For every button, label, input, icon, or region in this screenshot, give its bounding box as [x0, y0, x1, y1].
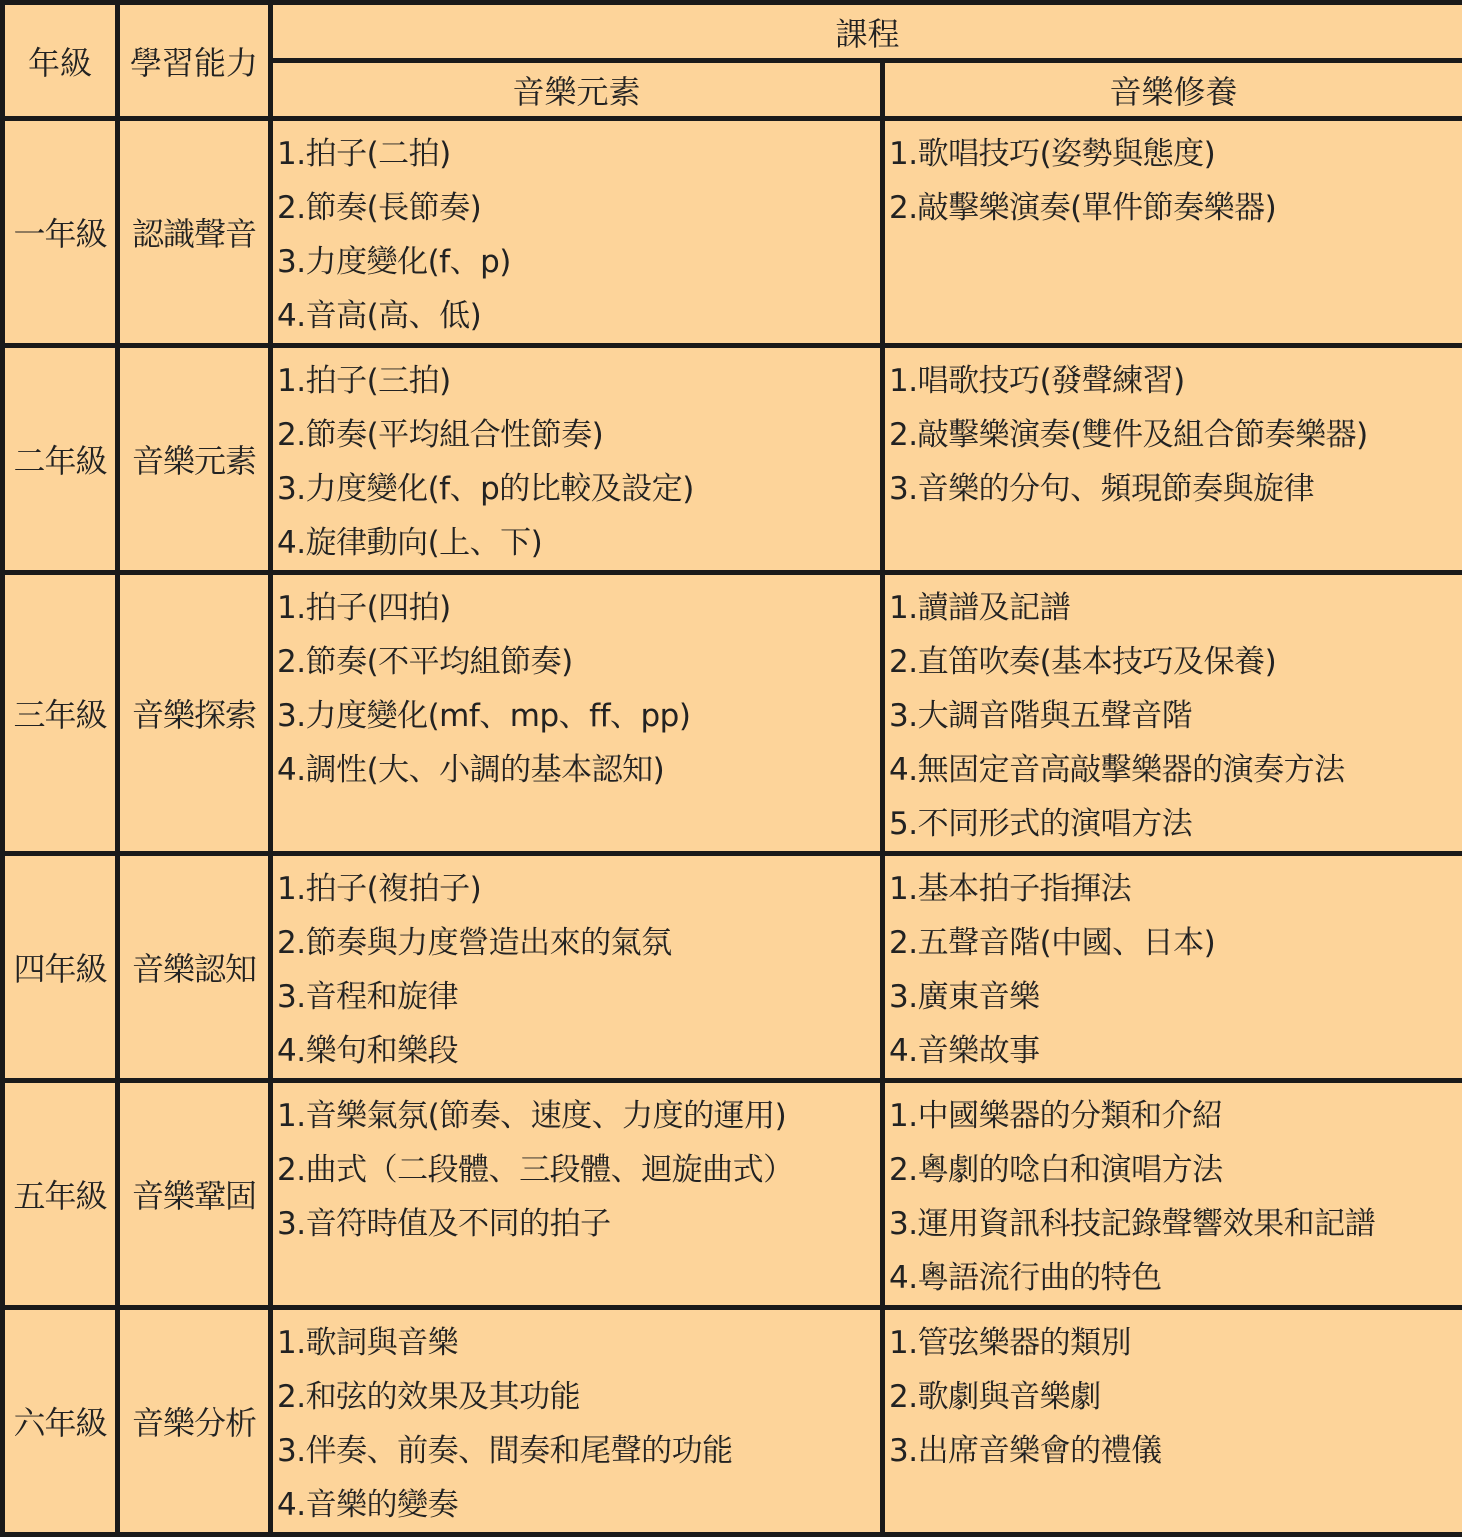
list-item: 2.曲式（二段體、三段體、迴旋曲式）	[277, 1143, 880, 1197]
cultivation-cell	[883, 119, 1462, 346]
list-item: 3.大調音階與五聲音階	[889, 689, 1462, 743]
list-item: 3.音符時值及不同的拍子	[277, 1197, 880, 1251]
elements-cell	[271, 119, 883, 346]
list-item: 2.歌劇與音樂劇	[889, 1370, 1462, 1424]
list-item: 3.伴奏、前奏、間奏和尾聲的功能	[277, 1424, 880, 1478]
cultivation-cell	[883, 573, 1462, 854]
grade-cell: 二年級	[3, 346, 118, 573]
list-item: 3.力度變化(f、p的比較及設定)	[277, 462, 880, 516]
list-item: 1.拍子(複拍子)	[277, 862, 880, 916]
grade-cell: 四年級	[3, 854, 118, 1081]
ability-cell: 音樂元素	[118, 346, 271, 573]
elements-cell	[271, 346, 883, 573]
list-item: 2.節奏(平均組合性節奏)	[277, 408, 880, 462]
list-item: 2.敲擊樂演奏(單件節奏樂器)	[889, 181, 1462, 235]
list-item: 3.運用資訊科技記錄聲響效果和記譜	[889, 1197, 1462, 1251]
elements-cell	[271, 573, 883, 854]
header-course: 課程	[271, 3, 1462, 61]
list-item: 3.音樂的分句、頻現節奏與旋律	[889, 462, 1462, 516]
list-item: 1.音樂氣氛(節奏、速度、力度的運用)	[277, 1089, 880, 1143]
table-row	[3, 1308, 1462, 1535]
list-item: 5.不同形式的演唱方法	[889, 797, 1462, 851]
list-item: 4.樂句和樂段	[277, 1024, 880, 1078]
table-row	[3, 573, 1462, 854]
elements-cell	[271, 1081, 883, 1308]
cultivation-cell	[883, 1081, 1462, 1308]
list-item: 3.廣東音樂	[889, 970, 1462, 1024]
header-cultivation: 音樂修養	[883, 61, 1462, 119]
header-elements: 音樂元素	[271, 61, 883, 119]
list-item: 1.歌唱技巧(姿勢與態度)	[889, 127, 1462, 181]
ability-cell: 音樂鞏固	[118, 1081, 271, 1308]
table-row	[3, 1081, 1462, 1308]
table-body	[3, 119, 1462, 1535]
grade-cell: 六年級	[3, 1308, 118, 1535]
grade-cell: 一年級	[3, 119, 118, 346]
list-item: 1.拍子(四拍)	[277, 581, 880, 635]
ability-cell: 音樂認知	[118, 854, 271, 1081]
list-item: 1.歌詞與音樂	[277, 1316, 880, 1370]
list-item: 3.力度變化(f、p)	[277, 235, 880, 289]
list-item: 4.音樂的變奏	[277, 1478, 880, 1532]
list-item: 4.音高(高、低)	[277, 289, 880, 343]
cultivation-cell	[883, 1308, 1462, 1535]
list-item: 2.和弦的效果及其功能	[277, 1370, 880, 1424]
table-row	[3, 119, 1462, 346]
list-item: 1.基本拍子指揮法	[889, 862, 1462, 916]
header-ability: 學習能力	[118, 3, 271, 119]
list-item: 4.粵語流行曲的特色	[889, 1251, 1462, 1305]
list-item: 1.中國樂器的分類和介紹	[889, 1089, 1462, 1143]
list-item: 1.讀譜及記譜	[889, 581, 1462, 635]
elements-cell	[271, 854, 883, 1081]
list-item: 2.節奏(長節奏)	[277, 181, 880, 235]
ability-cell: 認識聲音	[118, 119, 271, 346]
table-row	[3, 854, 1462, 1081]
list-item: 2.粵劇的唸白和演唱方法	[889, 1143, 1462, 1197]
list-item: 1.拍子(三拍)	[277, 354, 880, 408]
list-item: 2.節奏與力度營造出來的氣氛	[277, 916, 880, 970]
list-item: 2.節奏(不平均組節奏)	[277, 635, 880, 689]
grade-cell: 三年級	[3, 573, 118, 854]
list-item: 3.力度變化(mf、mp、ff、pp)	[277, 689, 880, 743]
list-item: 3.出席音樂會的禮儀	[889, 1424, 1462, 1478]
header-grade: 年級	[3, 3, 118, 119]
cultivation-cell	[883, 346, 1462, 573]
list-item: 2.五聲音階(中國、日本)	[889, 916, 1462, 970]
table-row	[3, 346, 1462, 573]
ability-cell: 音樂分析	[118, 1308, 271, 1535]
list-item: 4.音樂故事	[889, 1024, 1462, 1078]
list-item: 2.直笛吹奏(基本技巧及保養)	[889, 635, 1462, 689]
table-header	[3, 3, 1462, 119]
cultivation-cell	[883, 854, 1462, 1081]
ability-cell: 音樂探索	[118, 573, 271, 854]
elements-cell	[271, 1308, 883, 1535]
list-item: 4.調性(大、小調的基本認知)	[277, 743, 880, 797]
list-item: 1.唱歌技巧(發聲練習)	[889, 354, 1462, 408]
list-item: 4.旋律動向(上、下)	[277, 516, 880, 570]
grade-cell: 五年級	[3, 1081, 118, 1308]
list-item: 4.無固定音高敲擊樂器的演奏方法	[889, 743, 1462, 797]
list-item: 3.音程和旋律	[277, 970, 880, 1024]
list-item: 2.敲擊樂演奏(雙件及組合節奏樂器)	[889, 408, 1462, 462]
list-item: 1.管弦樂器的類別	[889, 1316, 1462, 1370]
list-item: 1.拍子(二拍)	[277, 127, 880, 181]
